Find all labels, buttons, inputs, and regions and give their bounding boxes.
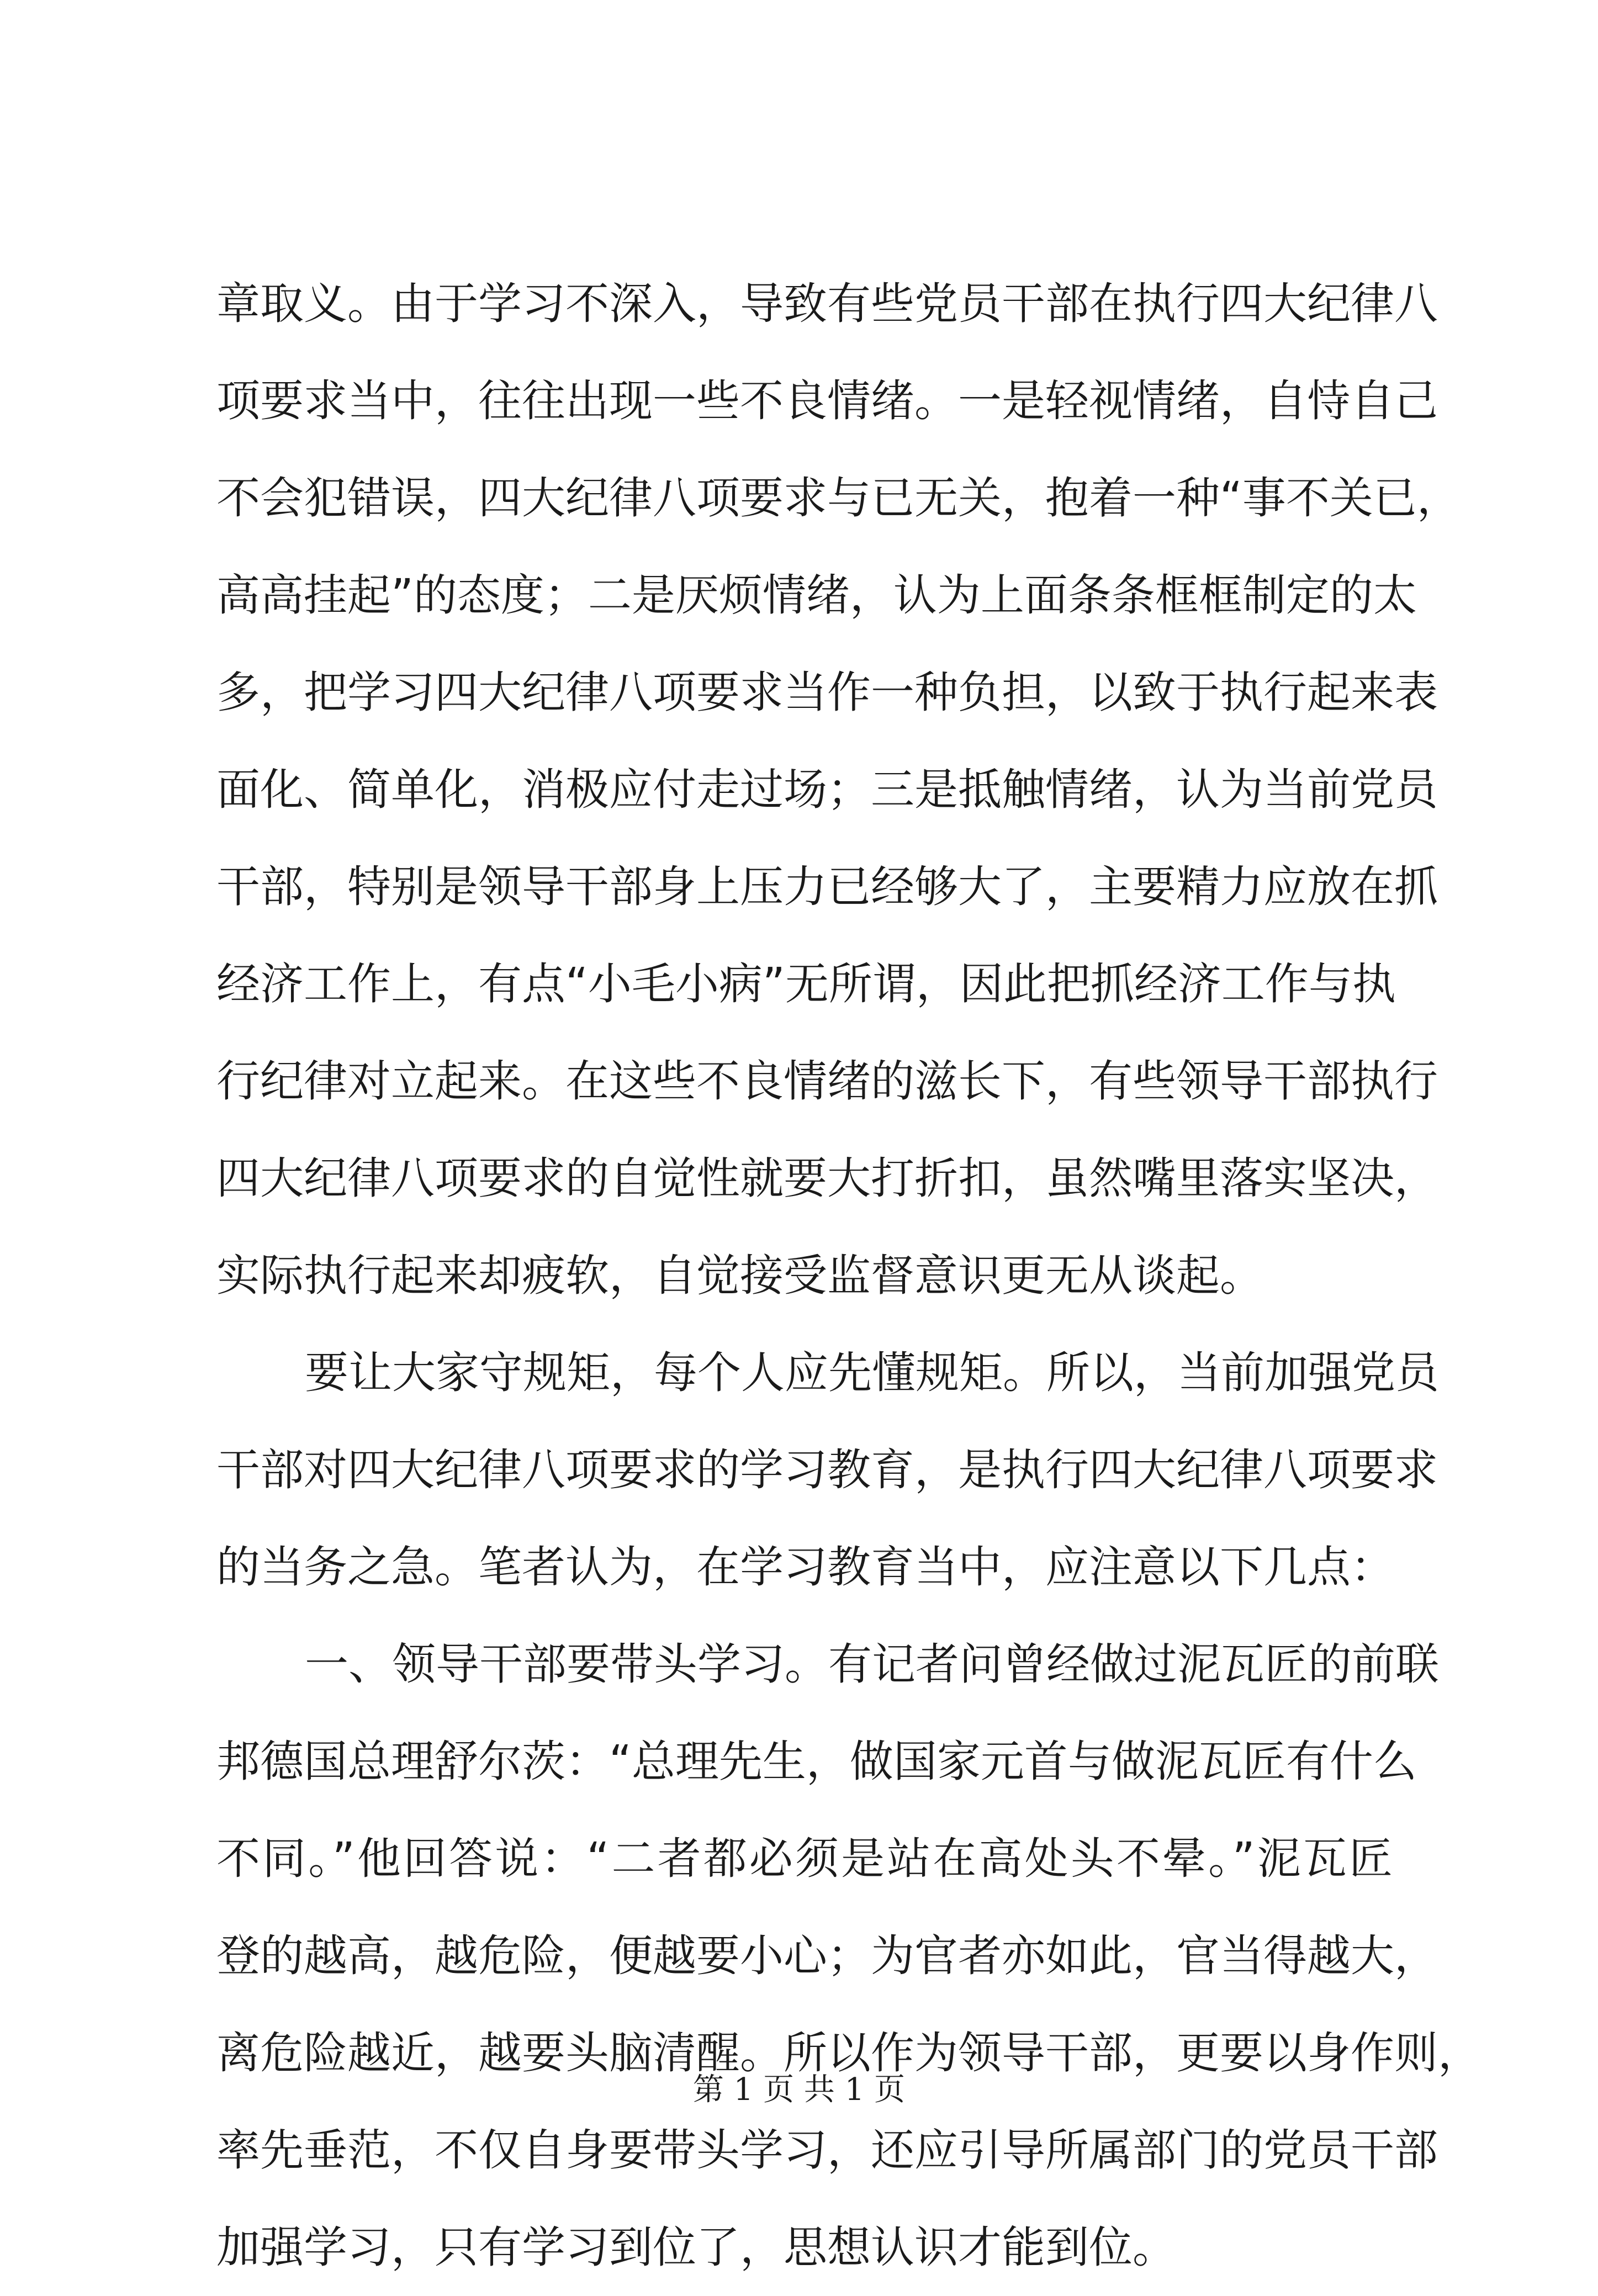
text-line: 多，把学习四大纪律八项要求当作一种负担，以致于执行起来表 (216, 667, 1438, 718)
text-line: 一、领导干部要带头学习。有记者问曾经做过泥瓦匠的前联 (305, 1639, 1439, 1690)
paragraph (216, 1324, 1439, 1616)
paragraph (216, 255, 1461, 1324)
text-line: 率先垂范，不仅自身要带头学习，还应引导所属部门的党员干部 (216, 2125, 1438, 2176)
text-line: 加强学习，只有学习到位了，思想认识才能到位。 (216, 2222, 1176, 2273)
document-body (216, 255, 1481, 2296)
text-line: 邦德国总理舒尔茨：“总理先生，做国家元首与做泥瓦匠有什么 (216, 1736, 1417, 1787)
text-line: 登的越高，越危险，便越要小心；为官者亦如此，官当得越大， (216, 1930, 1438, 1981)
page-footer: 第 1 页 共 1 页 (692, 2072, 906, 2108)
text-line: 高高挂起”的态度；二是厌烦情绪，认为上面条条框框制定的太 (216, 570, 1417, 621)
text-line: 面化、简单化，消极应付走过场；三是抵触情绪，认为当前党员 (216, 764, 1438, 815)
text-line: 实际执行起来却疲软，自觉接受监督意识更无从谈起。 (216, 1250, 1263, 1301)
text-line: 离危险越近，越要头脑清醒。所以作为领导干部，更要以身作则， (216, 2028, 1481, 2078)
text-line: 不同。”他回答说：“二者都必须是站在高处头不晕。”泥瓦匠 (216, 1833, 1393, 1884)
text-line: 行纪律对立起来。在这些不良情绪的滋长下，有些领导干部执行 (216, 1056, 1438, 1107)
text-line: 经济工作上，有点“小毛小病”无所谓，因此把抓经济工作与执 (216, 959, 1396, 1009)
paragraph (216, 1616, 1481, 2296)
text-line: 的当务之急。笔者认为，在学习教育当中，应注意以下几点： (216, 1542, 1394, 1593)
text-line: 要让大家守规矩，每个人应先懂规矩。所以，当前加强党员 (305, 1347, 1439, 1398)
text-line: 干部对四大纪律八项要求的学习教育，是执行四大纪律八项要求 (216, 1445, 1438, 1495)
text-line: 四大纪律八项要求的自觉性就要大打折扣，虽然嘴里落实坚决， (216, 1153, 1438, 1204)
text-line: 不会犯错误，四大纪律八项要求与已无关，抱着一种“事不关已， (216, 473, 1461, 523)
text-line: 项要求当中，往往出现一些不良情绪。一是轻视情绪，自恃自己 (216, 375, 1438, 426)
text-line: 干部，特别是领导干部身上压力已经够大了，主要精力应放在抓 (216, 861, 1438, 912)
text-line: 章取义。由于学习不深入，导致有些党员干部在执行四大纪律八 (216, 278, 1438, 329)
